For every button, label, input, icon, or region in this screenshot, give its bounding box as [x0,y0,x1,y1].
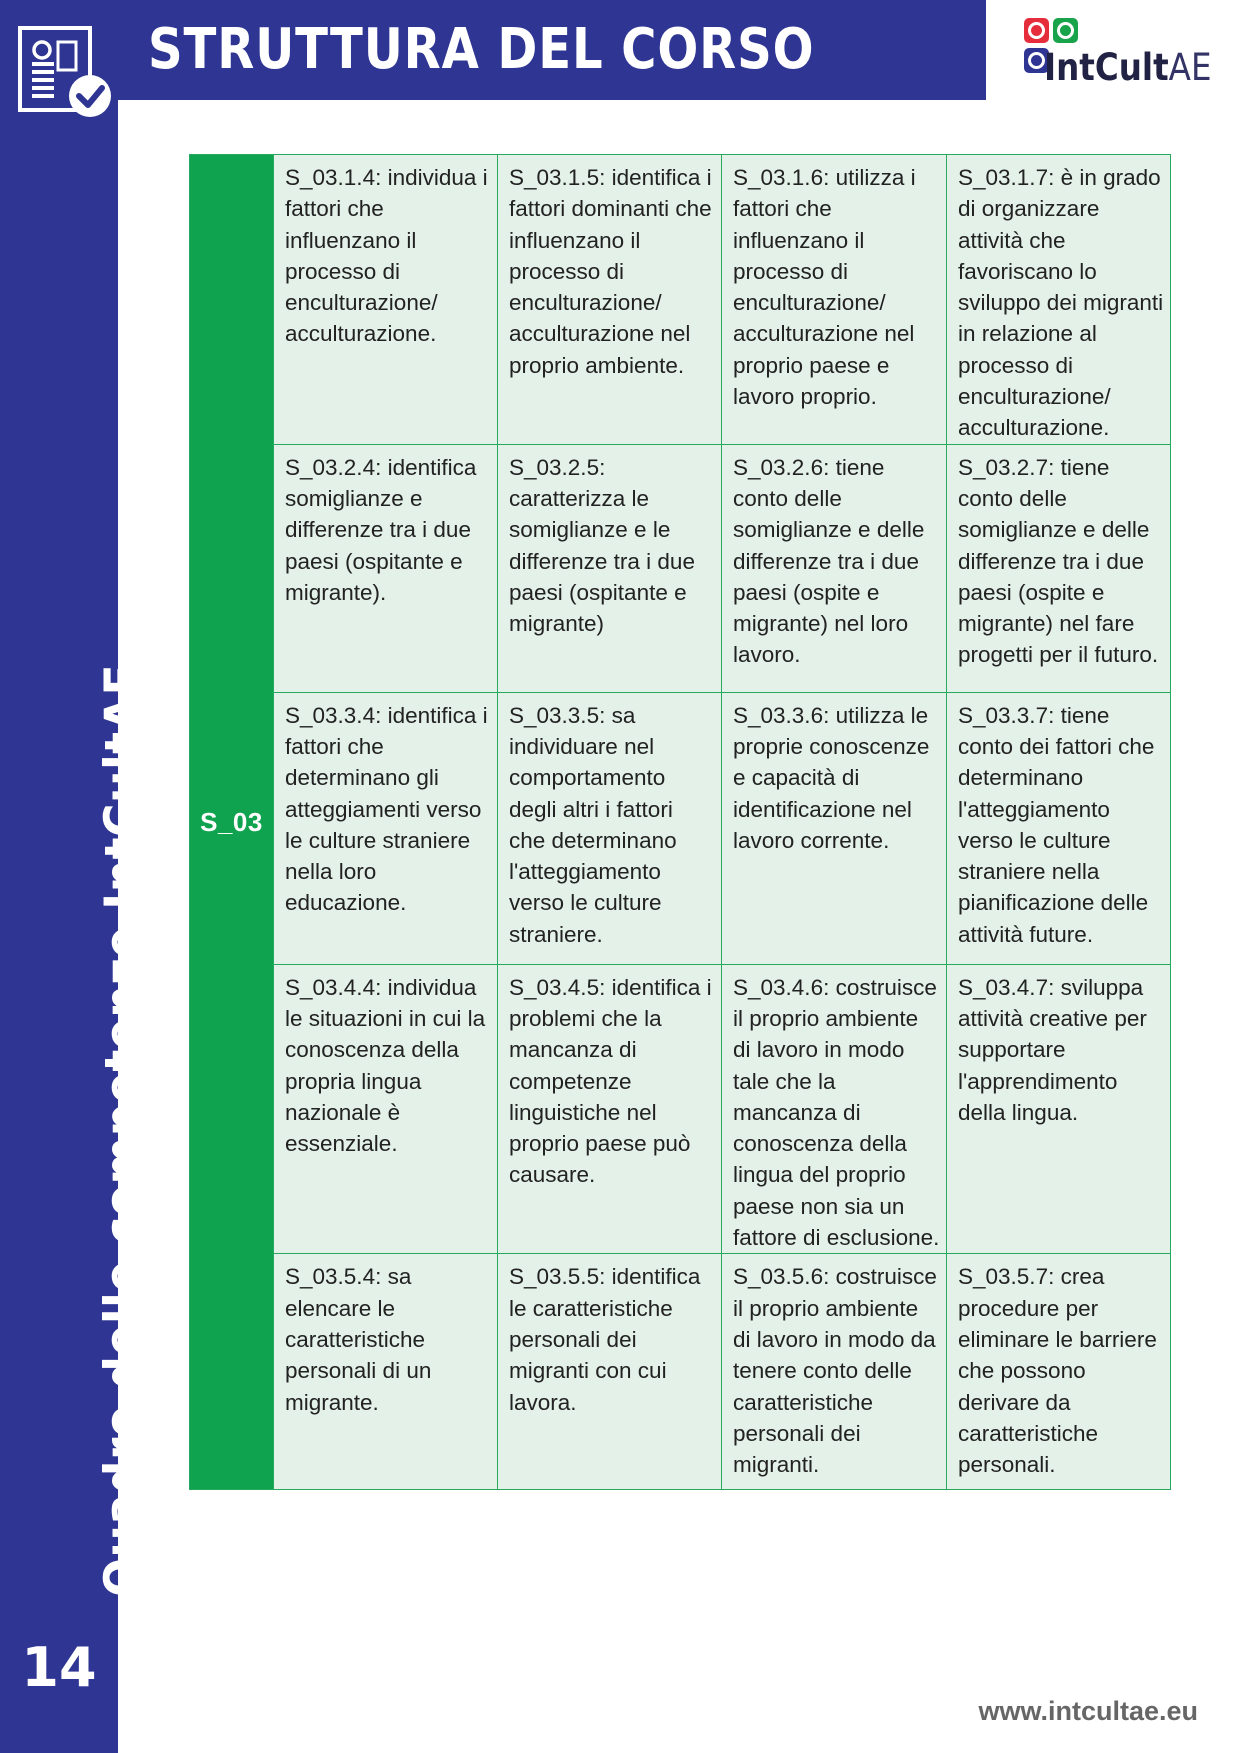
page-title: STRUTTURA DEL CORSO [148,17,815,82]
table-cell: S_03.3.6: utilizza le proprie conoscenze e capacità di identificazione nel lavoro corrente. [722,692,947,964]
vertical-title-text: Quadro delle competenze IntCultAE [94,663,152,1597]
table-cell: S_03.1.6: utilizza i fattori che influenzano il processo di enculturazione/ acculturazione nel proprio paese e lavoro proprio. [722,155,947,445]
table-row [190,692,1171,964]
table-cell: S_03.5.7: crea procedure per eliminare le barriere che possono derivare da caratteristiche personali. [947,1254,1171,1490]
table-cell: S_03.2.7: tiene conto delle somiglianze e delle differenze tra i due paesi (ospite e migrante) nel fare progetti per il futuro. [947,444,1171,692]
table-cell: S_03.3.4: identifica i fattori che determinano gli atteggiamenti verso le culture straniere nella loro educazione. [274,692,498,964]
table-row [190,155,1171,445]
table-cell: S_03.1.7: è in grado di organizzare attività che favoriscano lo sviluppo dei migranti in relazione al processo di enculturazione/ acculturazione. [947,155,1171,445]
table-cell: S_03.4.5: identifica i problemi che la mancanza di competenze linguistiche nel proprio paese può causare. [498,964,722,1254]
footer-url: www.intcultae.eu [978,1696,1198,1726]
page-number: 14 [21,1636,97,1699]
table-cell: S_03.5.6: costruisce il proprio ambiente di lavoro in modo da tenere conto delle caratteristiche personali dei migranti. [722,1254,947,1490]
table-cell: S_03.1.5: identifica i fattori dominanti che influenzano il processo di enculturazione/ acculturazione nel proprio ambiente. [498,155,722,445]
competence-table [189,154,1171,1490]
logo-text-bold: IntCult [1044,46,1169,89]
table-cell: S_03.4.7: sviluppa attività creative per supportare l'apprendimento della lingua. [947,964,1171,1254]
table-row [190,444,1171,692]
document-check-icon [18,26,118,130]
table-cell: S_03.4.6: costruisce il proprio ambiente di lavoro in modo tale che la mancanza di conoscenza della lingua del proprio paese non sia un fattore di esclusione. [722,964,947,1254]
table-cell: S_03.2.4: identifica somiglianze e differenze tra i due paesi (ospitante e migrante). [274,444,498,692]
table-cell: S_03.3.5: sa individuare nel comportamento degli altri i fattori che determinano l'atteggiamento verso le culture straniere. [498,692,722,964]
table-row [190,964,1171,1254]
table-row [190,1254,1171,1490]
group-cell: S_03 [190,155,274,1490]
table-cell: S_03.2.5: caratterizza le somiglianze e le differenze tra i due paesi (ospitante e migrante) [498,444,722,692]
table-cell: S_03.5.4: sa elencare le caratteristiche personali di un migrante. [274,1254,498,1490]
table-cell: S_03.1.4: individua i fattori che influenzano il processo di enculturazione/ acculturazione. [274,155,498,445]
table-cell: S_03.2.6: tiene conto delle somiglianze e delle differenze tra i due paesi (ospite e migrante) nel loro lavoro. [722,444,947,692]
vertical-title [93,577,153,1597]
logo-text [1044,46,1212,90]
table-cell: S_03.3.7: tiene conto dei fattori che determinano l'atteggiamento verso le culture straniere nella pianificazione delle attività future. [947,692,1171,964]
table-cell: S_03.5.5: identifica le caratteristiche personali dei migranti con cui lavora. [498,1254,722,1490]
logo-text-light: AE [1168,46,1212,89]
table-cell: S_03.4.4: individua le situazioni in cui la conoscenza della propria lingua nazionale è essenziale. [274,964,498,1254]
